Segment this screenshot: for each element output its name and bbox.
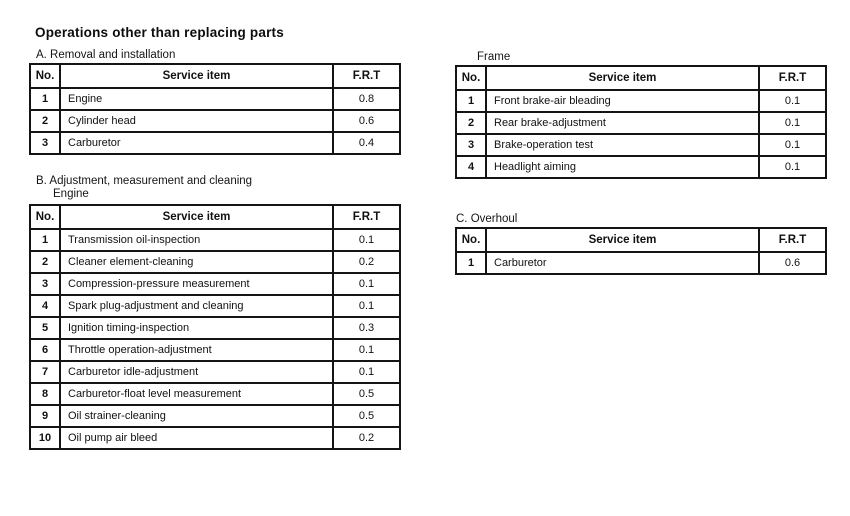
table-row <box>30 361 400 383</box>
table-row <box>30 317 400 339</box>
cell-no: 4 <box>30 295 60 317</box>
cell-frt: 0.6 <box>333 110 400 132</box>
table-row <box>30 405 400 427</box>
table-row <box>456 252 826 274</box>
cell-frt: 0.1 <box>759 134 826 156</box>
cell-service-item: Carburetor-float level measurement <box>60 383 333 405</box>
table-row <box>30 88 400 110</box>
col-header-frt: F.R.T <box>759 228 826 252</box>
cell-frt: 0.5 <box>333 383 400 405</box>
cell-frt: 0.1 <box>333 229 400 251</box>
table-row <box>30 251 400 273</box>
col-header-frt: F.R.T <box>759 66 826 90</box>
header-row <box>456 66 826 90</box>
cell-no: 7 <box>30 361 60 383</box>
cell-no: 4 <box>456 156 486 178</box>
col-header-service-item: Service item <box>60 64 333 88</box>
table-row <box>30 295 400 317</box>
table-removal-installation <box>29 63 401 155</box>
cell-frt: 0.1 <box>333 339 400 361</box>
cell-no: 8 <box>30 383 60 405</box>
table-row <box>30 339 400 361</box>
col-header-no: No. <box>456 66 486 90</box>
table-row <box>30 110 400 132</box>
cell-no: 1 <box>30 88 60 110</box>
table-row <box>30 132 400 154</box>
table-adjustment-engine <box>29 204 401 450</box>
cell-no: 1 <box>456 90 486 112</box>
cell-frt: 0.1 <box>759 156 826 178</box>
cell-service-item: Oil pump air bleed <box>60 427 333 449</box>
table-frame <box>455 65 827 179</box>
cell-frt: 0.3 <box>333 317 400 339</box>
cell-frt: 0.1 <box>333 361 400 383</box>
table-overhaul <box>455 227 827 275</box>
cell-service-item: Headlight aiming <box>486 156 759 178</box>
cell-frt: 0.1 <box>759 112 826 134</box>
col-header-service-item: Service item <box>486 228 759 252</box>
section-b-sublabel: Engine <box>53 188 89 200</box>
col-header-frt: F.R.T <box>333 205 400 229</box>
table-row <box>456 112 826 134</box>
cell-frt: 0.1 <box>759 90 826 112</box>
cell-frt: 0.8 <box>333 88 400 110</box>
table-row <box>30 229 400 251</box>
cell-service-item: Spark plug-adjustment and cleaning <box>60 295 333 317</box>
cell-frt: 0.5 <box>333 405 400 427</box>
cell-service-item: Compression-pressure measurement <box>60 273 333 295</box>
cell-no: 2 <box>30 251 60 273</box>
cell-service-item: Ignition timing-inspection <box>60 317 333 339</box>
col-header-no: No. <box>456 228 486 252</box>
cell-service-item: Carburetor <box>486 252 759 274</box>
cell-frt: 0.6 <box>759 252 826 274</box>
table-row <box>456 134 826 156</box>
col-header-no: No. <box>30 64 60 88</box>
table-row <box>30 273 400 295</box>
cell-no: 9 <box>30 405 60 427</box>
section-a-label: A. Removal and installation <box>36 49 176 61</box>
cell-no: 2 <box>30 110 60 132</box>
cell-no: 3 <box>456 134 486 156</box>
cell-service-item: Throttle operation-adjustment <box>60 339 333 361</box>
cell-frt: 0.4 <box>333 132 400 154</box>
col-header-service-item: Service item <box>60 205 333 229</box>
cell-no: 10 <box>30 427 60 449</box>
col-header-service-item: Service item <box>486 66 759 90</box>
cell-no: 3 <box>30 273 60 295</box>
section-c-label: C. Overhoul <box>456 213 518 225</box>
cell-service-item: Carburetor <box>60 132 333 154</box>
cell-no: 6 <box>30 339 60 361</box>
cell-service-item: Cylinder head <box>60 110 333 132</box>
page-title: Operations other than replacing parts <box>35 25 284 40</box>
cell-service-item: Transmission oil-inspection <box>60 229 333 251</box>
cell-service-item: Rear brake-adjustment <box>486 112 759 134</box>
cell-frt: 0.1 <box>333 273 400 295</box>
cell-frt: 0.2 <box>333 427 400 449</box>
cell-service-item: Engine <box>60 88 333 110</box>
cell-no: 2 <box>456 112 486 134</box>
header-row <box>30 205 400 229</box>
cell-service-item: Front brake-air bleading <box>486 90 759 112</box>
cell-no: 1 <box>30 229 60 251</box>
cell-no: 3 <box>30 132 60 154</box>
col-header-frt: F.R.T <box>333 64 400 88</box>
header-row <box>30 64 400 88</box>
section-frame-label: Frame <box>477 51 511 63</box>
cell-service-item: Carburetor idle-adjustment <box>60 361 333 383</box>
cell-no: 1 <box>456 252 486 274</box>
cell-frt: 0.2 <box>333 251 400 273</box>
cell-service-item: Oil strainer-cleaning <box>60 405 333 427</box>
table-row <box>456 90 826 112</box>
header-row <box>456 228 826 252</box>
col-header-no: No. <box>30 205 60 229</box>
table-row <box>456 156 826 178</box>
table-row <box>30 383 400 405</box>
cell-service-item: Brake-operation test <box>486 134 759 156</box>
section-b-label: B. Adjustment, measurement and cleaning <box>36 175 253 187</box>
table-row <box>30 427 400 449</box>
cell-service-item: Cleaner element-cleaning <box>60 251 333 273</box>
cell-no: 5 <box>30 317 60 339</box>
cell-frt: 0.1 <box>333 295 400 317</box>
